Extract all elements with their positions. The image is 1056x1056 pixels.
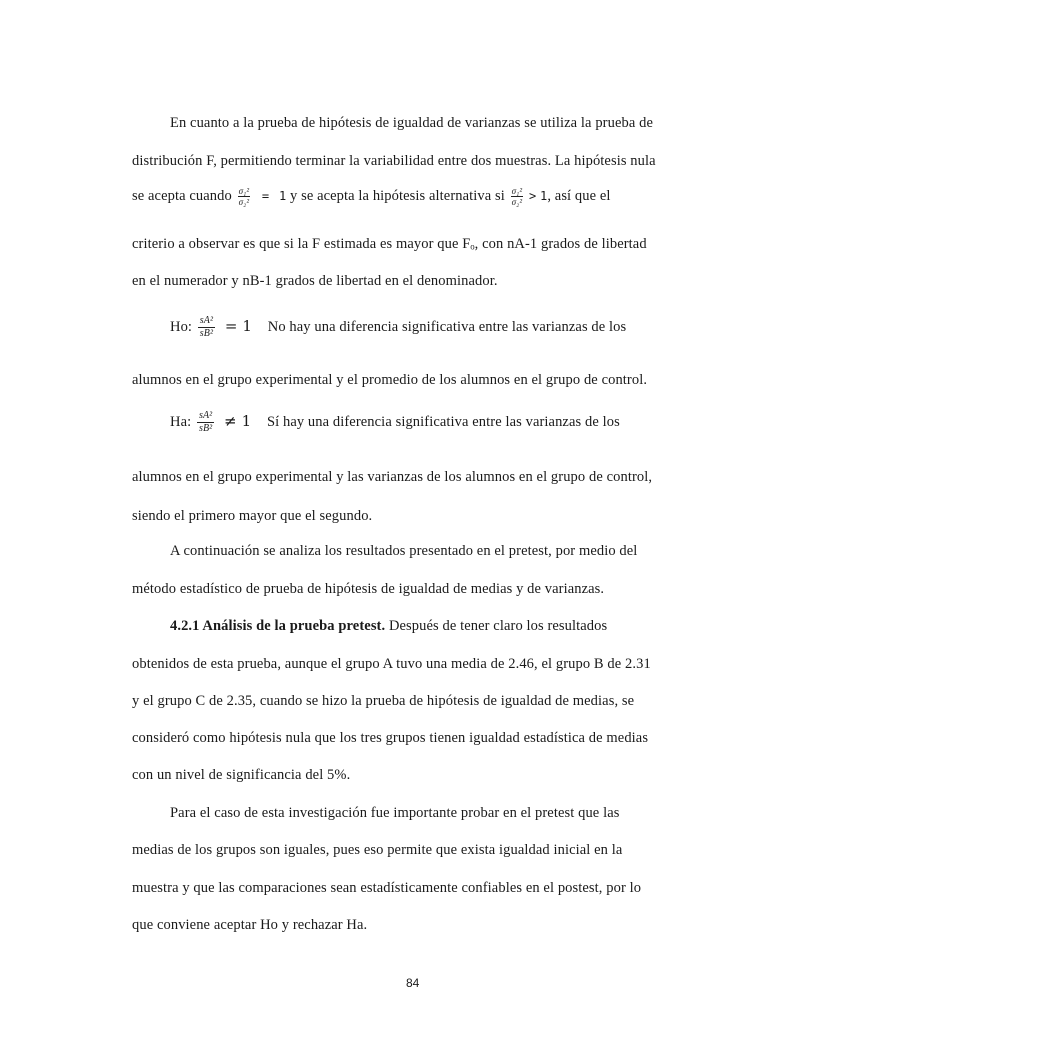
ha-fraction-num: sA² xyxy=(198,410,213,421)
sigma-fraction-1-den: σ₂² xyxy=(238,197,250,207)
p2-line-2: método estadístico de prueba de hipótesis de igualdad de medias y de varianzas. xyxy=(132,581,605,597)
p4-line-3: muestra y que las comparaciones sean estadísticamente confiables en el postest, por lo xyxy=(132,880,642,896)
ho-continuation: alumnos en el grupo experimental y el promedio de los alumnos en el grupo de control. xyxy=(132,372,648,388)
p3-line-3: y el grupo C de 2.35, cuando se hizo la prueba de hipótesis de igualdad de medias, se xyxy=(132,693,635,709)
sigma-fraction-2-num: σ₁² xyxy=(511,186,523,196)
ha-relation: ≠ 1 xyxy=(224,411,252,430)
p1-line-2: distribución F, permitiendo terminar la variabilidad entre dos muestras. La hipótesis nula xyxy=(132,153,656,169)
p3-line-4: consideró como hipótesis nula que los tres grupos tienen igualdad estadística de medias xyxy=(132,730,649,746)
ha-continuation-1: alumnos en el grupo experimental y las varianzas de los alumnos en el grupo de control, xyxy=(132,469,653,485)
one-value-1: 1 xyxy=(278,188,287,203)
ho-fraction xyxy=(198,315,215,340)
p1-line-3 xyxy=(132,186,611,207)
ho-label: Ho: xyxy=(170,318,193,335)
p1-line-4: criterio a observar es que si la F estimada es mayor que Fₒ, con nA-1 grados de libertad xyxy=(132,236,647,252)
sigma-fraction-2 xyxy=(511,186,524,207)
p1-line-3b: y se acepta la hipótesis alternativa si xyxy=(290,187,505,204)
p3-line-5: con un nivel de significancia del 5%. xyxy=(132,767,351,783)
one-value-2: 1 xyxy=(540,188,548,203)
p1-line-5: en el numerador y nB-1 grados de libertad en el denominador. xyxy=(132,273,498,289)
ha-continuation-2: siendo el primero mayor que el segundo. xyxy=(132,508,373,524)
p3-line-2: obtenidos de esta prueba, aunque el grupo A tuvo una media de 2.46, el grupo B de 2.31 xyxy=(132,656,651,672)
equals-sign: = xyxy=(261,188,270,203)
section-heading: 4.2.1 Análisis de la prueba pretest. xyxy=(170,618,386,634)
p1-line-3a: se acepta cuando xyxy=(132,187,232,204)
ho-fraction-num: sA² xyxy=(199,315,214,326)
p4-line-4: que conviene aceptar Ho y rechazar Ha. xyxy=(132,917,368,933)
ho-text: No hay una diferencia significativa entre las varianzas de los xyxy=(267,318,627,335)
ha-fraction-den: sB² xyxy=(198,423,213,434)
sigma-fraction-1 xyxy=(238,186,251,207)
p4-line-2: medias de los grupos son iguales, pues eso permite que exista igualdad inicial en la xyxy=(132,842,623,858)
ho-relation: = 1 xyxy=(224,316,253,335)
ha-label: Ha: xyxy=(170,413,192,430)
page-number: 84 xyxy=(406,976,420,990)
ha-line xyxy=(170,410,620,435)
ho-line xyxy=(170,315,626,340)
greater-than-sign: > xyxy=(528,188,537,203)
sigma-fraction-1-num: σ₁² xyxy=(238,186,250,196)
p3-line-1 xyxy=(170,617,607,635)
p3-line-1-text: Después de tener claro los resultados xyxy=(385,618,608,634)
p4-line-1: Para el caso de esta investigación fue importante probar en el pretest que las xyxy=(170,805,620,821)
sigma-fraction-2-den: σ₂² xyxy=(511,197,523,207)
ho-fraction-den: sB² xyxy=(199,328,214,339)
ha-fraction xyxy=(197,410,214,435)
p1-line-1: En cuanto a la prueba de hipótesis de igualdad de varianzas se utiliza la prueba de xyxy=(170,115,653,131)
p2-line-1: A continuación se analiza los resultados presentado en el pretest, por medio del xyxy=(170,543,638,559)
ha-text: Sí hay una diferencia significativa entre las varianzas de los xyxy=(266,413,620,430)
p1-line-3c: , así que el xyxy=(547,187,611,204)
